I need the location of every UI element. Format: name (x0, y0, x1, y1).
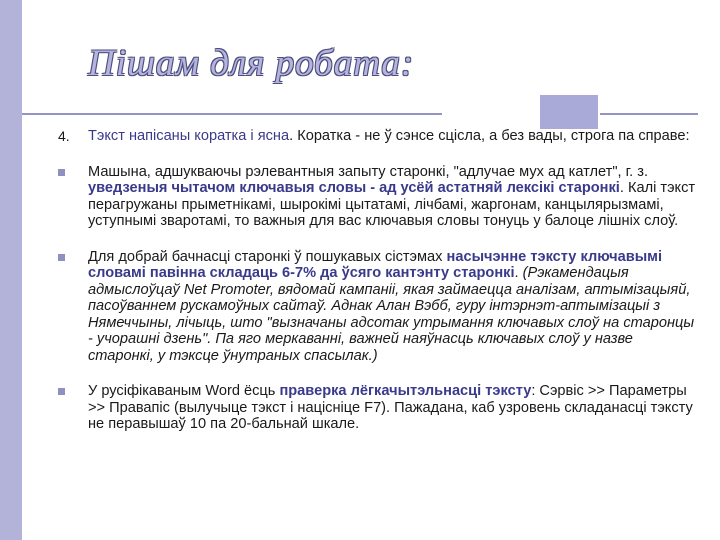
bullet-square-icon (58, 169, 65, 176)
item-text: . Коратка - не ў сэнсе сцісла, а без вады, строга па справе: (289, 128, 690, 144)
highlight-text: Тэкст напісаны коратка і ясна (88, 128, 290, 144)
highlight-text: уведзеныя чытачом ключавыя словы - ад усёй астатняй лексікі старонкі (88, 180, 620, 196)
title-underline-left (22, 113, 442, 115)
list-number: 4. (58, 128, 70, 144)
list-item (58, 128, 698, 145)
item-text: Для добрай бачнасці старонкі ў пошукавых сістэмах (88, 248, 447, 265)
item-text: . Калі тэкст перагружаны прыметнікамі, шырокімі цытатамі, лічбамі, жаргонам, канцылярызмамі, уступнымі зваротамі, то важныя для вас ключавыя словы тонуць у балоце лішніх слоў. (88, 180, 696, 229)
item-text: У русіфікаваным Word ёсць (88, 383, 280, 399)
bullet-square-icon (58, 388, 65, 395)
highlight-text: насычэнне тэксту ключавымі словамі павінна складаць 6-7% да ўсяго кантэнту старонкі (88, 248, 663, 281)
bullet-square-icon (58, 254, 65, 261)
bullet-list (58, 128, 698, 452)
list-item (58, 164, 698, 230)
list-item (58, 383, 698, 433)
item-text: : Сэрвіс >> Параметры >> Правапіс (вылучыце тэкст і націсніце F7). Пажадана, каб узровень складанасці тэксту не перавышаў 10 па 20-бальнай шкале. (88, 383, 693, 432)
list-item (58, 249, 698, 365)
decorative-square (540, 95, 598, 129)
italic-note: (Рэкамендацыя адмыслоўцаў Net Promoter, вядомай кампаніі, якая займаецца аналізам, аптымізацыяй, пасоўваннем рускамоўных сайтаў. Аднак Алан Вэбб, гуру інтэрнэт-аптымізацыі з Нямеччыны, лічыць, што "вызначаны адсотак утрымання ключавых слоў на старонцы - учорашні дзень". Па яго меркаванні, важней наяўнасць ключавых слоў у назве старонкі, у тэксце ўнутраных спасылак.) (88, 265, 695, 364)
item-text: Машына, адшукваючы рэлевантныя запыту старонкі, "адлучае мух ад катлет", г. з. (88, 163, 649, 180)
left-accent-bar (0, 0, 22, 540)
slide-title: Пішам для робата: (88, 43, 415, 84)
item-text: . (514, 265, 519, 281)
title-underline-right (600, 113, 698, 115)
highlight-text: праверка лёгкачытэльнасці тэксту (279, 383, 532, 399)
